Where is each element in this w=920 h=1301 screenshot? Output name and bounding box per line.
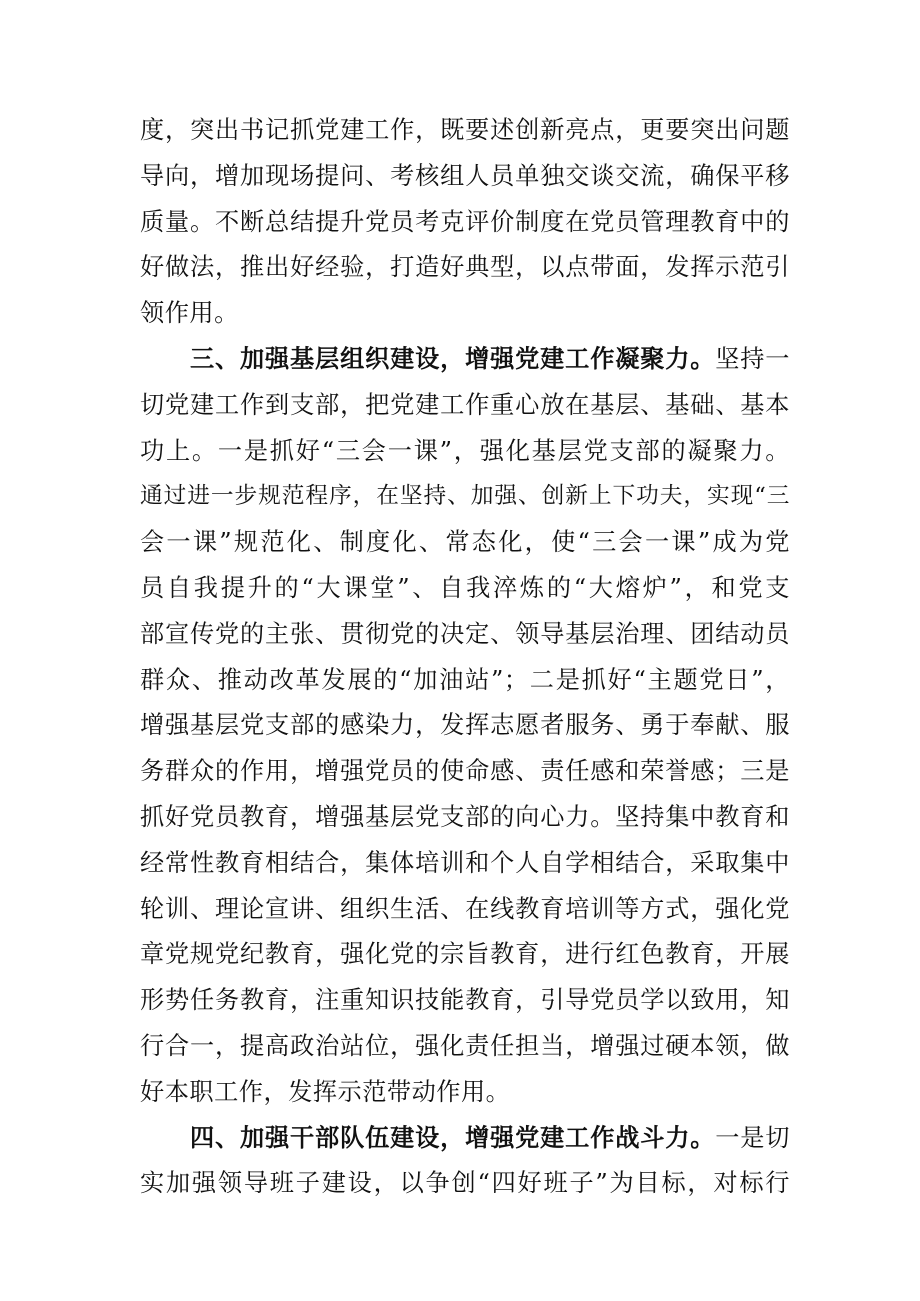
text-line: 增强基层党支部的感染力，发挥志愿者服务、勇于奉献、服: [140, 711, 790, 740]
section-heading-three: 三、加强基层组织建设，增强党建工作凝聚力。: [190, 344, 716, 373]
text-line: 度，突出书记抓党建工作，既要述创新亮点，更要突出问题: [140, 116, 790, 144]
paragraph-first-line: [140, 1116, 790, 1162]
paragraph-first-line: [140, 337, 790, 383]
text-line: 形势任务教育，注重知识技能教育，引导党员学以致用，知: [140, 986, 790, 1015]
text-line: 好本职工作，发挥示范带动作用。: [140, 1077, 511, 1106]
text-line: 群众、推动改革发展的“加油站”；二是抓好“主题党日”，: [140, 665, 790, 694]
text-line: 导向，增加现场提问、考核组人员单独交谈交流，确保平移: [140, 161, 790, 190]
paragraph-1: [140, 108, 790, 337]
text-line: 部宣传党的主张、贯彻党的决定、领导基层治理、团结动员: [140, 619, 790, 648]
text-run: 坚持一: [715, 344, 790, 373]
text-line: 功上。一是抓好“三会一课”，强化基层党支部的凝聚力。: [140, 436, 790, 465]
text-line: 好做法，推出好经验，打造好典型，以点带面，发挥示范引: [140, 253, 790, 282]
text-run: 一是切: [715, 1123, 790, 1152]
paragraph-2: [140, 337, 790, 1116]
text-line: 抓好党员教育，增强基层党支部的向心力。坚持集中教育和: [140, 802, 790, 831]
text-line: 务群众的作用，增强党员的使命感、责任感和荣誉感；三是: [140, 757, 790, 786]
section-heading-four: 四、加强干部队伍建设，增强党建工作战斗力。: [190, 1123, 716, 1152]
text-line: 员自我提升的“大课堂”、自我淬炼的“大熔炉”，和党支: [140, 573, 790, 602]
text-line: 实加强领导班子建设，以争创“四好班子”为目标，对标行: [140, 1169, 790, 1198]
text-line: 轮训、理论宣讲、组织生活、在线教育培训等方式，强化党: [140, 894, 790, 923]
text-line: 章党规党纪教育，强化党的宗旨教育，进行红色教育，开展: [140, 940, 790, 969]
text-line: 会一课”规范化、制度化、常态化，使“三会一课”成为党: [140, 528, 790, 557]
text-line: 通过进一步规范程序，在坚持、加强、创新上下功夫，实现“三: [140, 483, 790, 510]
text-line: 质量。不断总结提升党员考克评价制度在党员管理教育中的: [140, 207, 790, 236]
text-line: 经常性教育相结合，集体培训和个人自学相结合，采取集中: [140, 848, 790, 877]
text-line: 切党建工作到支部，把党建工作重心放在基层、基础、基本: [140, 390, 790, 419]
text-line: 领作用。: [140, 299, 239, 328]
document-body: [140, 108, 790, 1207]
paragraph-3: [140, 1116, 790, 1208]
text-line: 行合一，提高政治站位，强化责任担当，增强过硬本领，做: [140, 1031, 790, 1060]
